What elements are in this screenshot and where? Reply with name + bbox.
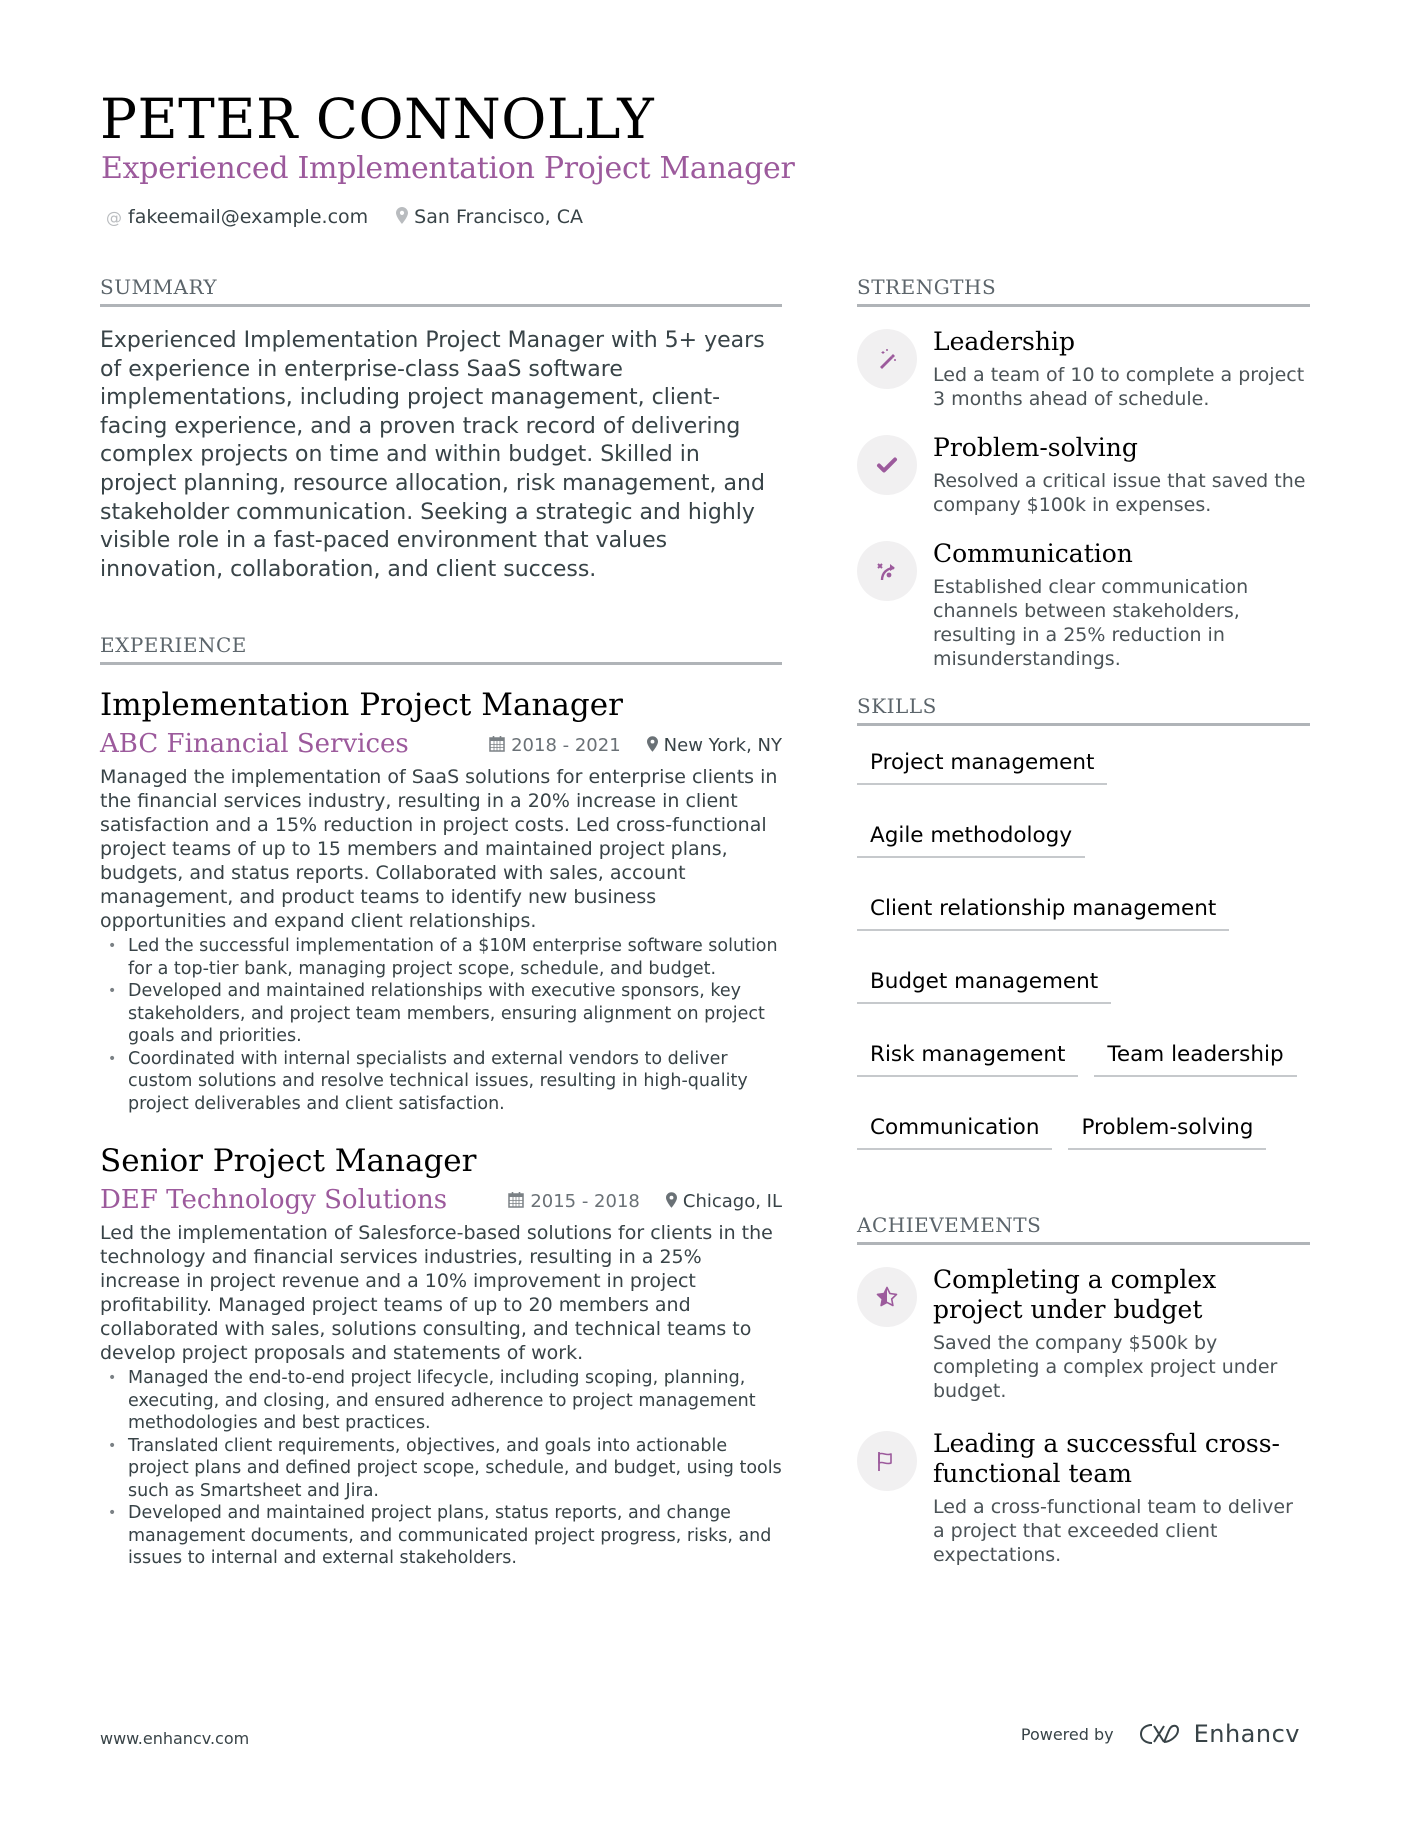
job-meta xyxy=(489,735,782,756)
location-text: New York, NY xyxy=(663,735,782,757)
section-heading-achievements: ACHIEVEMENTS xyxy=(857,1212,1310,1245)
section-heading-strengths: STRENGTHS xyxy=(857,274,1310,307)
bullet-item: • Translated client requirements, objectives, and goals into actionable project plans and defined project scope, schedule, and budget, using tools such as Smartsheet and Jira. xyxy=(100,1435,782,1503)
powered-by xyxy=(1021,1720,1300,1748)
skills-section xyxy=(857,693,1310,1150)
skills-list xyxy=(857,746,1310,1150)
star-icon xyxy=(857,1267,917,1327)
summary-section xyxy=(100,274,782,584)
strategy-arrow-icon xyxy=(857,541,917,601)
contact-email[interactable] xyxy=(106,206,368,228)
section-heading-experience: EXPERIENCE xyxy=(100,632,782,665)
at-icon: @ xyxy=(106,207,122,227)
left-column xyxy=(100,274,782,1596)
job-title: Implementation Project Manager xyxy=(100,687,623,724)
job-location xyxy=(666,1191,782,1212)
bullet-item: • Developed and maintained project plans, status reports, and change management documents, and communicated project progress, risks, and issues to internal and external stakeholders. xyxy=(100,1502,782,1570)
strength-description: Established clear communication channels between stakeholders, resulting in a 25% reduction in misunderstandings. xyxy=(933,576,1249,670)
strength-item xyxy=(857,327,1310,411)
location-pin-icon xyxy=(666,1192,677,1212)
job-description: Managed the implementation of SaaS solutions for enterprise clients in the financial services industry, resulting in a 20% increase in client satisfaction and a 15% reduction in project costs. Led cross-functional project teams of up to 15 members and maintained project plans, budgets, and status reports. Collaborated with sales, account management, and product teams to identify new business opportunities and expand client relationships. xyxy=(100,766,778,933)
achievement-title: Completing a complex project under budget xyxy=(933,1265,1217,1324)
email-text: fakeemail@example.com xyxy=(128,206,369,228)
enhancv-logo-icon xyxy=(1138,1722,1184,1746)
strength-title: Problem-solving xyxy=(933,433,1138,462)
brand-name: Enhancv xyxy=(1193,1720,1300,1748)
job-meta-row xyxy=(100,727,782,761)
candidate-name: PETER CONNOLLY xyxy=(100,87,655,151)
skill-tag: Agile methodology xyxy=(857,819,1085,858)
summary-text: Experienced Implementation Project Manager with 5+ years of experience in enterprise-class SaaS software implementations, including project management, client-facing experience, and a proven track record of delivering complex projects on time and within budget. Skilled in project planning, resource allocation, risk management, and stakeholder communication. Seeking a strategic and highly visible role in a fast-paced environment that values innovation, collaboration, and client success. xyxy=(100,328,765,582)
bullet-item: • Developed and maintained relationships with executive sponsors, key stakeholders, and project team members, ensuring alignment on project goals and priorities. xyxy=(100,980,782,1048)
skill-tag: Client relationship management xyxy=(857,892,1229,931)
calendar-icon xyxy=(489,735,505,756)
company-name: ABC Financial Services xyxy=(100,729,409,760)
job-meta xyxy=(508,1191,782,1212)
calendar-icon xyxy=(508,1191,524,1212)
magic-wand-icon xyxy=(857,329,917,389)
skill-tag: Problem-solving xyxy=(1068,1111,1266,1150)
flag-icon xyxy=(857,1431,917,1491)
job-description: Led the implementation of Salesforce-based solutions for clients in the technology and financial services industries, resulting in a 25% increase in project revenue and a 10% improvement in project profitability. Managed project teams of up to 20 members and collaborated with sales, solutions consulting, and technical teams to develop project proposals and statements of work. xyxy=(100,1222,773,1365)
strength-item xyxy=(857,433,1310,517)
bullet-item: • Led the successful implementation of a $10M enterprise software solution for a top-tier bank, managing project scope, schedule, and budget. xyxy=(100,935,782,980)
right-column xyxy=(857,274,1310,1593)
powered-by-label: Powered by xyxy=(1020,1724,1114,1744)
bullet-item: • Coordinated with internal specialists and external vendors to deliver custom solutions and resolve technical issues, resulting in high-quality project deliverables and client satisfaction. xyxy=(100,1048,782,1116)
strength-description: Resolved a critical issue that saved the company $100k in expenses. xyxy=(933,470,1306,516)
dates-text: 2018 - 2021 xyxy=(511,735,621,757)
job-entry xyxy=(100,685,782,1115)
strength-item xyxy=(857,539,1310,671)
company-name: DEF Technology Solutions xyxy=(100,1185,448,1216)
job-bullets xyxy=(100,935,782,1115)
checkmark-icon xyxy=(857,435,917,495)
website-link[interactable]: www.enhancv.com xyxy=(100,1729,250,1748)
skill-tag: Budget management xyxy=(857,965,1111,1004)
achievement-item xyxy=(857,1429,1310,1567)
job-location xyxy=(647,735,782,756)
job-entry xyxy=(100,1141,782,1570)
location-text: Chicago, IL xyxy=(682,1191,782,1213)
job-bullets xyxy=(100,1367,782,1570)
bullet-item: • Managed the end-to-end project lifecycle, including scoping, planning, executing, and closing, and ensured adherence to project management methodologies and best practices. xyxy=(100,1367,782,1435)
job-dates xyxy=(508,1191,640,1212)
contact-info xyxy=(106,206,583,228)
location-text: San Francisco, CA xyxy=(414,206,584,228)
achievement-description: Led a cross-functional team to deliver a project that exceeded client expectations. xyxy=(933,1496,1293,1566)
section-heading-summary: SUMMARY xyxy=(100,274,782,307)
achievement-item xyxy=(857,1265,1310,1403)
candidate-title: Experienced Implementation Project Manager xyxy=(101,151,795,186)
section-heading-skills: SKILLS xyxy=(857,693,1310,726)
dates-text: 2015 - 2018 xyxy=(530,1191,640,1213)
strength-description: Led a team of 10 to complete a project 3 months ahead of schedule. xyxy=(933,364,1305,410)
job-meta-row xyxy=(100,1183,782,1217)
enhancv-logo[interactable] xyxy=(1138,1720,1300,1748)
location-pin-icon xyxy=(647,736,658,756)
skill-tag: Risk management xyxy=(857,1038,1078,1077)
skill-tag: Project management xyxy=(857,746,1107,785)
achievements-section xyxy=(857,1212,1310,1567)
skill-tag: Communication xyxy=(857,1111,1052,1150)
strength-title: Communication xyxy=(933,539,1133,568)
contact-location xyxy=(396,206,583,228)
achievement-description: Saved the company $500k by completing a complex project under budget. xyxy=(933,1332,1278,1402)
skill-tag: Team leadership xyxy=(1094,1038,1296,1077)
job-dates xyxy=(489,735,621,756)
experience-section xyxy=(100,632,782,1570)
strengths-section xyxy=(857,274,1310,671)
job-title: Senior Project Manager xyxy=(100,1143,477,1180)
achievement-title: Leading a successful cross-functional team xyxy=(933,1429,1280,1488)
location-pin-icon xyxy=(396,207,408,228)
strength-title: Leadership xyxy=(933,327,1075,356)
